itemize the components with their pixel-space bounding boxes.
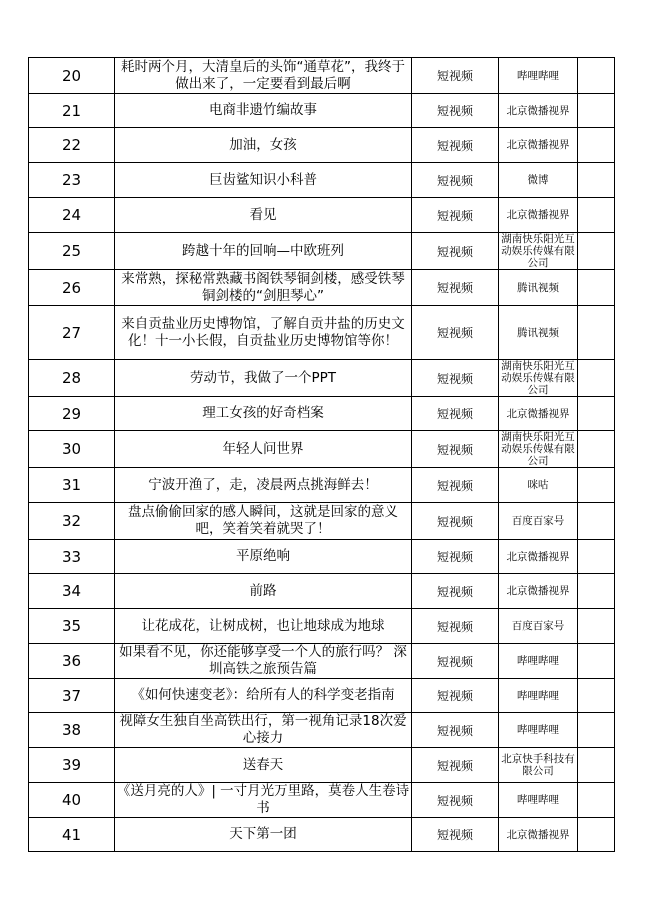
row-number: 41 bbox=[29, 818, 115, 852]
row-title: 视障女生独自坐高铁出行，第一视角记录18次爱心接力 bbox=[115, 713, 412, 748]
row-source: 北京微播视界 bbox=[499, 574, 578, 609]
row-title: 看见 bbox=[115, 198, 412, 233]
row-blank-cell bbox=[578, 163, 615, 198]
row-blank-cell bbox=[578, 94, 615, 128]
table-row bbox=[29, 198, 615, 233]
row-number: 25 bbox=[29, 233, 115, 270]
row-title: 《如何快速变老》：给所有人的科学变老指南 bbox=[115, 679, 412, 713]
row-title: 电商非遗竹编故事 bbox=[115, 94, 412, 128]
row-title: 加油，女孩 bbox=[115, 128, 412, 163]
row-blank-cell bbox=[578, 574, 615, 609]
row-blank-cell bbox=[578, 818, 615, 852]
row-source: 湖南快乐阳光互动娱乐传媒有限公司 bbox=[499, 233, 578, 270]
row-title: 《送月亮的人》| 一寸月光万里路，莫卷人生卷诗书 bbox=[115, 783, 412, 818]
table-row bbox=[29, 233, 615, 270]
row-blank-cell bbox=[578, 128, 615, 163]
table-row bbox=[29, 128, 615, 163]
row-type: 短视频 bbox=[412, 540, 499, 574]
row-blank-cell bbox=[578, 644, 615, 679]
row-number: 36 bbox=[29, 644, 115, 679]
table-row bbox=[29, 468, 615, 503]
row-title: 来自贡盐业历史博物馆，了解自贡井盐的历史文化！十一小长假，自贡盐业历史博物馆等你！ bbox=[115, 306, 412, 360]
row-number: 33 bbox=[29, 540, 115, 574]
row-title: 理工女孩的好奇档案 bbox=[115, 397, 412, 431]
row-title: 巨齿鲨知识小科普 bbox=[115, 163, 412, 198]
row-blank-cell bbox=[578, 540, 615, 574]
row-number: 26 bbox=[29, 270, 115, 306]
row-source: 微博 bbox=[499, 163, 578, 198]
row-type: 短视频 bbox=[412, 94, 499, 128]
row-number: 34 bbox=[29, 574, 115, 609]
row-source: 北京微播视界 bbox=[499, 198, 578, 233]
row-type: 短视频 bbox=[412, 128, 499, 163]
row-source: 哔哩哔哩 bbox=[499, 58, 578, 94]
table-row bbox=[29, 94, 615, 128]
row-source: 北京微播视界 bbox=[499, 818, 578, 852]
row-title: 前路 bbox=[115, 574, 412, 609]
row-number: 20 bbox=[29, 58, 115, 94]
row-type: 短视频 bbox=[412, 503, 499, 540]
table-row bbox=[29, 783, 615, 818]
row-title: 宁波开渔了，走，凌晨两点挑海鲜去！ bbox=[115, 468, 412, 503]
table-row bbox=[29, 397, 615, 431]
row-type: 短视频 bbox=[412, 679, 499, 713]
row-blank-cell bbox=[578, 679, 615, 713]
row-source: 百度百家号 bbox=[499, 503, 578, 540]
row-type: 短视频 bbox=[412, 574, 499, 609]
table-body bbox=[29, 58, 615, 852]
row-type: 短视频 bbox=[412, 431, 499, 468]
row-number: 27 bbox=[29, 306, 115, 360]
row-source: 哔哩哔哩 bbox=[499, 783, 578, 818]
row-blank-cell bbox=[578, 783, 615, 818]
row-type: 短视频 bbox=[412, 609, 499, 644]
row-number: 37 bbox=[29, 679, 115, 713]
row-source: 哔哩哔哩 bbox=[499, 713, 578, 748]
row-title: 年轻人问世界 bbox=[115, 431, 412, 468]
row-number: 39 bbox=[29, 748, 115, 783]
row-type: 短视频 bbox=[412, 233, 499, 270]
row-blank-cell bbox=[578, 503, 615, 540]
table-row bbox=[29, 609, 615, 644]
table-row bbox=[29, 748, 615, 783]
row-title: 劳动节，我做了一个PPT bbox=[115, 360, 412, 397]
row-source: 北京微播视界 bbox=[499, 540, 578, 574]
row-source: 北京微播视界 bbox=[499, 128, 578, 163]
row-blank-cell bbox=[578, 270, 615, 306]
row-type: 短视频 bbox=[412, 748, 499, 783]
row-number: 24 bbox=[29, 198, 115, 233]
row-type: 短视频 bbox=[412, 306, 499, 360]
row-number: 32 bbox=[29, 503, 115, 540]
row-type: 短视频 bbox=[412, 360, 499, 397]
row-type: 短视频 bbox=[412, 468, 499, 503]
row-source: 北京快手科技有限公司 bbox=[499, 748, 578, 783]
table-row bbox=[29, 431, 615, 468]
row-blank-cell bbox=[578, 233, 615, 270]
row-type: 短视频 bbox=[412, 270, 499, 306]
table-row bbox=[29, 306, 615, 360]
row-type: 短视频 bbox=[412, 163, 499, 198]
row-source: 哔哩哔哩 bbox=[499, 644, 578, 679]
table-row bbox=[29, 163, 615, 198]
table-row bbox=[29, 644, 615, 679]
row-blank-cell bbox=[578, 713, 615, 748]
row-number: 23 bbox=[29, 163, 115, 198]
row-source: 腾讯视频 bbox=[499, 306, 578, 360]
row-number: 31 bbox=[29, 468, 115, 503]
row-type: 短视频 bbox=[412, 818, 499, 852]
row-title: 如果看不见，你还能够享受一个人的旅行吗？ 深圳高铁之旅预告篇 bbox=[115, 644, 412, 679]
row-title: 来常熟，探秘常熟藏书阁铁琴铜剑楼，感受铁琴铜剑楼的“剑胆琴心” bbox=[115, 270, 412, 306]
row-blank-cell bbox=[578, 198, 615, 233]
row-type: 短视频 bbox=[412, 58, 499, 94]
row-source: 咪咕 bbox=[499, 468, 578, 503]
table-row bbox=[29, 360, 615, 397]
row-blank-cell bbox=[578, 609, 615, 644]
row-blank-cell bbox=[578, 397, 615, 431]
row-source: 腾讯视频 bbox=[499, 270, 578, 306]
table-row bbox=[29, 679, 615, 713]
row-blank-cell bbox=[578, 58, 615, 94]
row-source: 北京微播视界 bbox=[499, 94, 578, 128]
row-type: 短视频 bbox=[412, 713, 499, 748]
row-number: 30 bbox=[29, 431, 115, 468]
row-blank-cell bbox=[578, 748, 615, 783]
row-title: 天下第一团 bbox=[115, 818, 412, 852]
row-number: 40 bbox=[29, 783, 115, 818]
row-blank-cell bbox=[578, 360, 615, 397]
table-row bbox=[29, 713, 615, 748]
row-source: 湖南快乐阳光互动娱乐传媒有限公司 bbox=[499, 431, 578, 468]
row-blank-cell bbox=[578, 306, 615, 360]
row-type: 短视频 bbox=[412, 783, 499, 818]
table-row bbox=[29, 58, 615, 94]
row-source: 哔哩哔哩 bbox=[499, 679, 578, 713]
row-title: 跨越十年的回响—中欧班列 bbox=[115, 233, 412, 270]
table-row bbox=[29, 574, 615, 609]
row-number: 29 bbox=[29, 397, 115, 431]
table-row bbox=[29, 818, 615, 852]
table-row bbox=[29, 503, 615, 540]
row-type: 短视频 bbox=[412, 198, 499, 233]
row-title: 盘点偷偷回家的感人瞬间，这就是回家的意义吧，笑着笑着就哭了！ bbox=[115, 503, 412, 540]
row-number: 38 bbox=[29, 713, 115, 748]
row-type: 短视频 bbox=[412, 397, 499, 431]
row-title: 送春天 bbox=[115, 748, 412, 783]
row-number: 22 bbox=[29, 128, 115, 163]
row-blank-cell bbox=[578, 431, 615, 468]
row-title: 让花成花，让树成树，也让地球成为地球 bbox=[115, 609, 412, 644]
row-title: 耗时两个月，大清皇后的头饰“通草花”，我终于做出来了，一定要看到最后啊 bbox=[115, 58, 412, 94]
row-type: 短视频 bbox=[412, 644, 499, 679]
row-source: 湖南快乐阳光互动娱乐传媒有限公司 bbox=[499, 360, 578, 397]
row-number: 21 bbox=[29, 94, 115, 128]
row-source: 北京微播视界 bbox=[499, 397, 578, 431]
row-number: 28 bbox=[29, 360, 115, 397]
row-blank-cell bbox=[578, 468, 615, 503]
row-title: 平原绝响 bbox=[115, 540, 412, 574]
row-number: 35 bbox=[29, 609, 115, 644]
table-row bbox=[29, 540, 615, 574]
works-table bbox=[28, 57, 615, 852]
table-row bbox=[29, 270, 615, 306]
row-source: 百度百家号 bbox=[499, 609, 578, 644]
